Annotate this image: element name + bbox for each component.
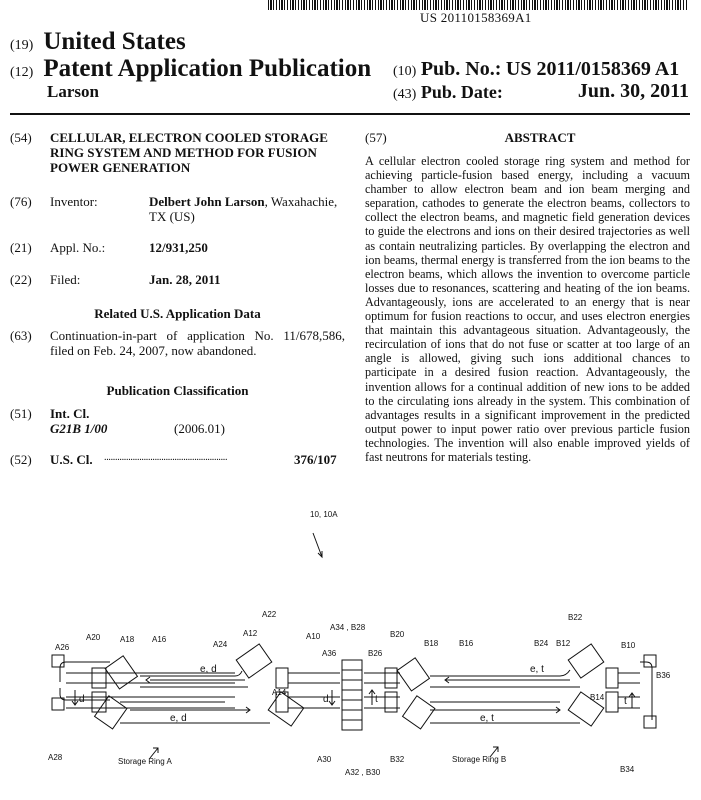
appl-label: Appl. No.: bbox=[50, 240, 106, 255]
inventor-loc1: , Waxahachie, bbox=[264, 194, 338, 209]
ringA-cathode bbox=[105, 656, 137, 689]
pubclass-heading: Publication Classification bbox=[106, 383, 249, 398]
label-b12: B12 bbox=[556, 639, 571, 648]
country: United States bbox=[43, 28, 186, 55]
inventor-name: Delbert John Larson bbox=[149, 194, 265, 209]
label-b22: B22 bbox=[568, 613, 583, 622]
barcode bbox=[268, 0, 688, 10]
inventor-row bbox=[10, 194, 345, 224]
uscl-code: (52) bbox=[10, 452, 32, 467]
label-b14: B14 bbox=[590, 693, 605, 702]
continuation-row bbox=[10, 328, 345, 358]
label-t-right: t bbox=[624, 696, 627, 707]
cont-text: Continuation-in-part of application No. 11/678,586, filed on Feb. 24, 2007, now abandoned. bbox=[50, 328, 345, 358]
label-et-top: e, t bbox=[530, 664, 544, 675]
label-a36: A36 bbox=[322, 649, 337, 658]
ringA-corner-bottom bbox=[52, 698, 64, 710]
inventor-label: Inventor: bbox=[50, 194, 98, 209]
label-a20: A20 bbox=[86, 633, 101, 642]
label-b24: B24 bbox=[534, 639, 549, 648]
uscl-label: U.S. Cl. bbox=[50, 452, 93, 467]
title-code: (54) bbox=[10, 130, 32, 145]
label-a12: A12 bbox=[243, 629, 258, 638]
pub-type-line bbox=[10, 55, 371, 83]
inventor-code: (76) bbox=[10, 194, 32, 209]
ref-arrow bbox=[313, 533, 322, 557]
related-heading: Related U.S. Application Data bbox=[94, 306, 261, 321]
label-a34-b28: A34 , B28 bbox=[330, 623, 366, 632]
filed-label: Filed: bbox=[50, 272, 81, 287]
label-a16: A16 bbox=[152, 635, 167, 644]
label-ed-bottom: e, d bbox=[170, 713, 187, 724]
label-a22: A22 bbox=[262, 610, 277, 619]
pubno-label: Pub. No.: bbox=[420, 58, 502, 80]
label-a18: A18 bbox=[120, 635, 135, 644]
label-ed-top: e, d bbox=[200, 664, 217, 675]
label-et-bottom: e, t bbox=[480, 713, 494, 724]
ringB-collector bbox=[568, 644, 604, 678]
label-b20: B20 bbox=[390, 630, 405, 639]
appl-code: (21) bbox=[10, 240, 32, 255]
appl-value: 12/931,250 bbox=[149, 240, 208, 255]
abstract-heading: ABSTRACT bbox=[504, 130, 576, 145]
pub-number-line bbox=[393, 58, 679, 81]
label-a28: A28 bbox=[48, 753, 63, 762]
appl-row bbox=[10, 240, 345, 256]
intcl-row bbox=[10, 406, 345, 438]
intcl-label: Int. Cl. bbox=[50, 406, 90, 421]
pubno-value: US 2011/0158369 A1 bbox=[505, 58, 680, 80]
invention-title: CELLULAR, ELECTRON COOLED STORAGE RING SYSTEM AND METHOD FOR FUSION POWER GENERATION bbox=[50, 130, 328, 175]
inventor-loc2: TX (US) bbox=[149, 209, 195, 224]
label-d-left: d bbox=[79, 694, 85, 705]
date-code: (43) bbox=[393, 87, 417, 102]
fig-ref: 10, 10A bbox=[310, 510, 338, 519]
ringA-left-top-bend bbox=[60, 662, 110, 682]
label-a26: A26 bbox=[55, 643, 70, 652]
label-b10: B10 bbox=[621, 641, 636, 650]
label-b26: B26 bbox=[368, 649, 383, 658]
uscl-row bbox=[10, 452, 345, 468]
inventor-value bbox=[149, 194, 349, 224]
label-t-mid: t bbox=[375, 694, 378, 705]
abstract-text: A cellular electron cooled storage ring system and method for achieving particle-fusion based energy, including a vacuum chamber to allow electron beam and ion beam merging and separation, cathodes to generate the electron beams, collectors to collect the electron beams, and magnetic field generation devices to guide the electrons and ions on their desired trajectories as well as contain neutralizing particles. By overlapping the electron and ion beams, thermal energy is transferred from the ion beams to the electron beams, which allows the invention to overcome particle losses due to resonances, scattering and heating of the ion beams. Advantageously, ions are accelerated to an energy that is near optimum for fusion reactions to occur, and uses electron energies that maintain this advantageous situation. Advantageously, the recirculation of ions that do not fuse or scatter at too large of an angle is allowed, giving such ions additional chances to participate in a desired fusion reaction. Advantageously, the invention allows for a continual addition of new ions to be added to the circulating ions already in the system. This combination of advantages results in a significant improvement in the predicted output power to input power ratio over previous particle fusion technologies. The invention will also enable improved yields of fast neutrons for materials testing. bbox=[365, 154, 690, 464]
label-b18: B18 bbox=[424, 639, 439, 648]
filed-code: (22) bbox=[10, 272, 32, 287]
abstract-code: (57) bbox=[365, 130, 387, 145]
barcode-number: US 20110158369A1 bbox=[420, 10, 532, 25]
uscl-dots: ........................................................ bbox=[104, 452, 228, 463]
pub-type: Patent Application Publication bbox=[43, 55, 372, 82]
label-a32-b30: A32 , B30 bbox=[345, 768, 381, 777]
author: Larson bbox=[47, 82, 99, 101]
label-a10: A10 bbox=[306, 632, 321, 641]
country-code: (19) bbox=[10, 38, 34, 53]
pubno-code: (10) bbox=[393, 64, 417, 79]
country-line bbox=[10, 28, 186, 56]
label-b36: B36 bbox=[656, 671, 671, 680]
label-a24: A24 bbox=[213, 640, 228, 649]
label-a30: A30 bbox=[317, 755, 332, 764]
type-code: (12) bbox=[10, 65, 34, 80]
label-storage-ring-b: Storage Ring B bbox=[452, 755, 507, 764]
date-value: Jun. 30, 2011 bbox=[577, 80, 689, 102]
label-b16: B16 bbox=[459, 639, 474, 648]
label-b34: B34 bbox=[620, 765, 635, 774]
label-a14: A14 bbox=[272, 688, 287, 697]
label-b32: B32 bbox=[390, 755, 405, 764]
date-label: Pub. Date: bbox=[420, 82, 503, 102]
uscl-value: 376/107 bbox=[294, 452, 337, 467]
ringA-left-bottom-bend bbox=[60, 688, 110, 700]
intcl-code: (51) bbox=[10, 406, 32, 421]
cont-code: (63) bbox=[10, 328, 32, 343]
label-storage-ring-a: Storage Ring A bbox=[118, 757, 172, 766]
filed-value: Jan. 28, 2011 bbox=[149, 272, 221, 287]
ringA-corner-top bbox=[52, 655, 64, 667]
ringB-cathode bbox=[397, 658, 429, 691]
pub-date-line bbox=[393, 82, 689, 103]
label-d-mid: d bbox=[323, 694, 329, 705]
header-rule bbox=[10, 113, 690, 115]
intcl-year: (2006.01) bbox=[174, 421, 225, 436]
filed-row bbox=[10, 272, 345, 288]
figure-diagram bbox=[0, 490, 701, 800]
intcl-class: G21B 1/00 bbox=[50, 421, 108, 436]
title-block bbox=[10, 130, 345, 175]
